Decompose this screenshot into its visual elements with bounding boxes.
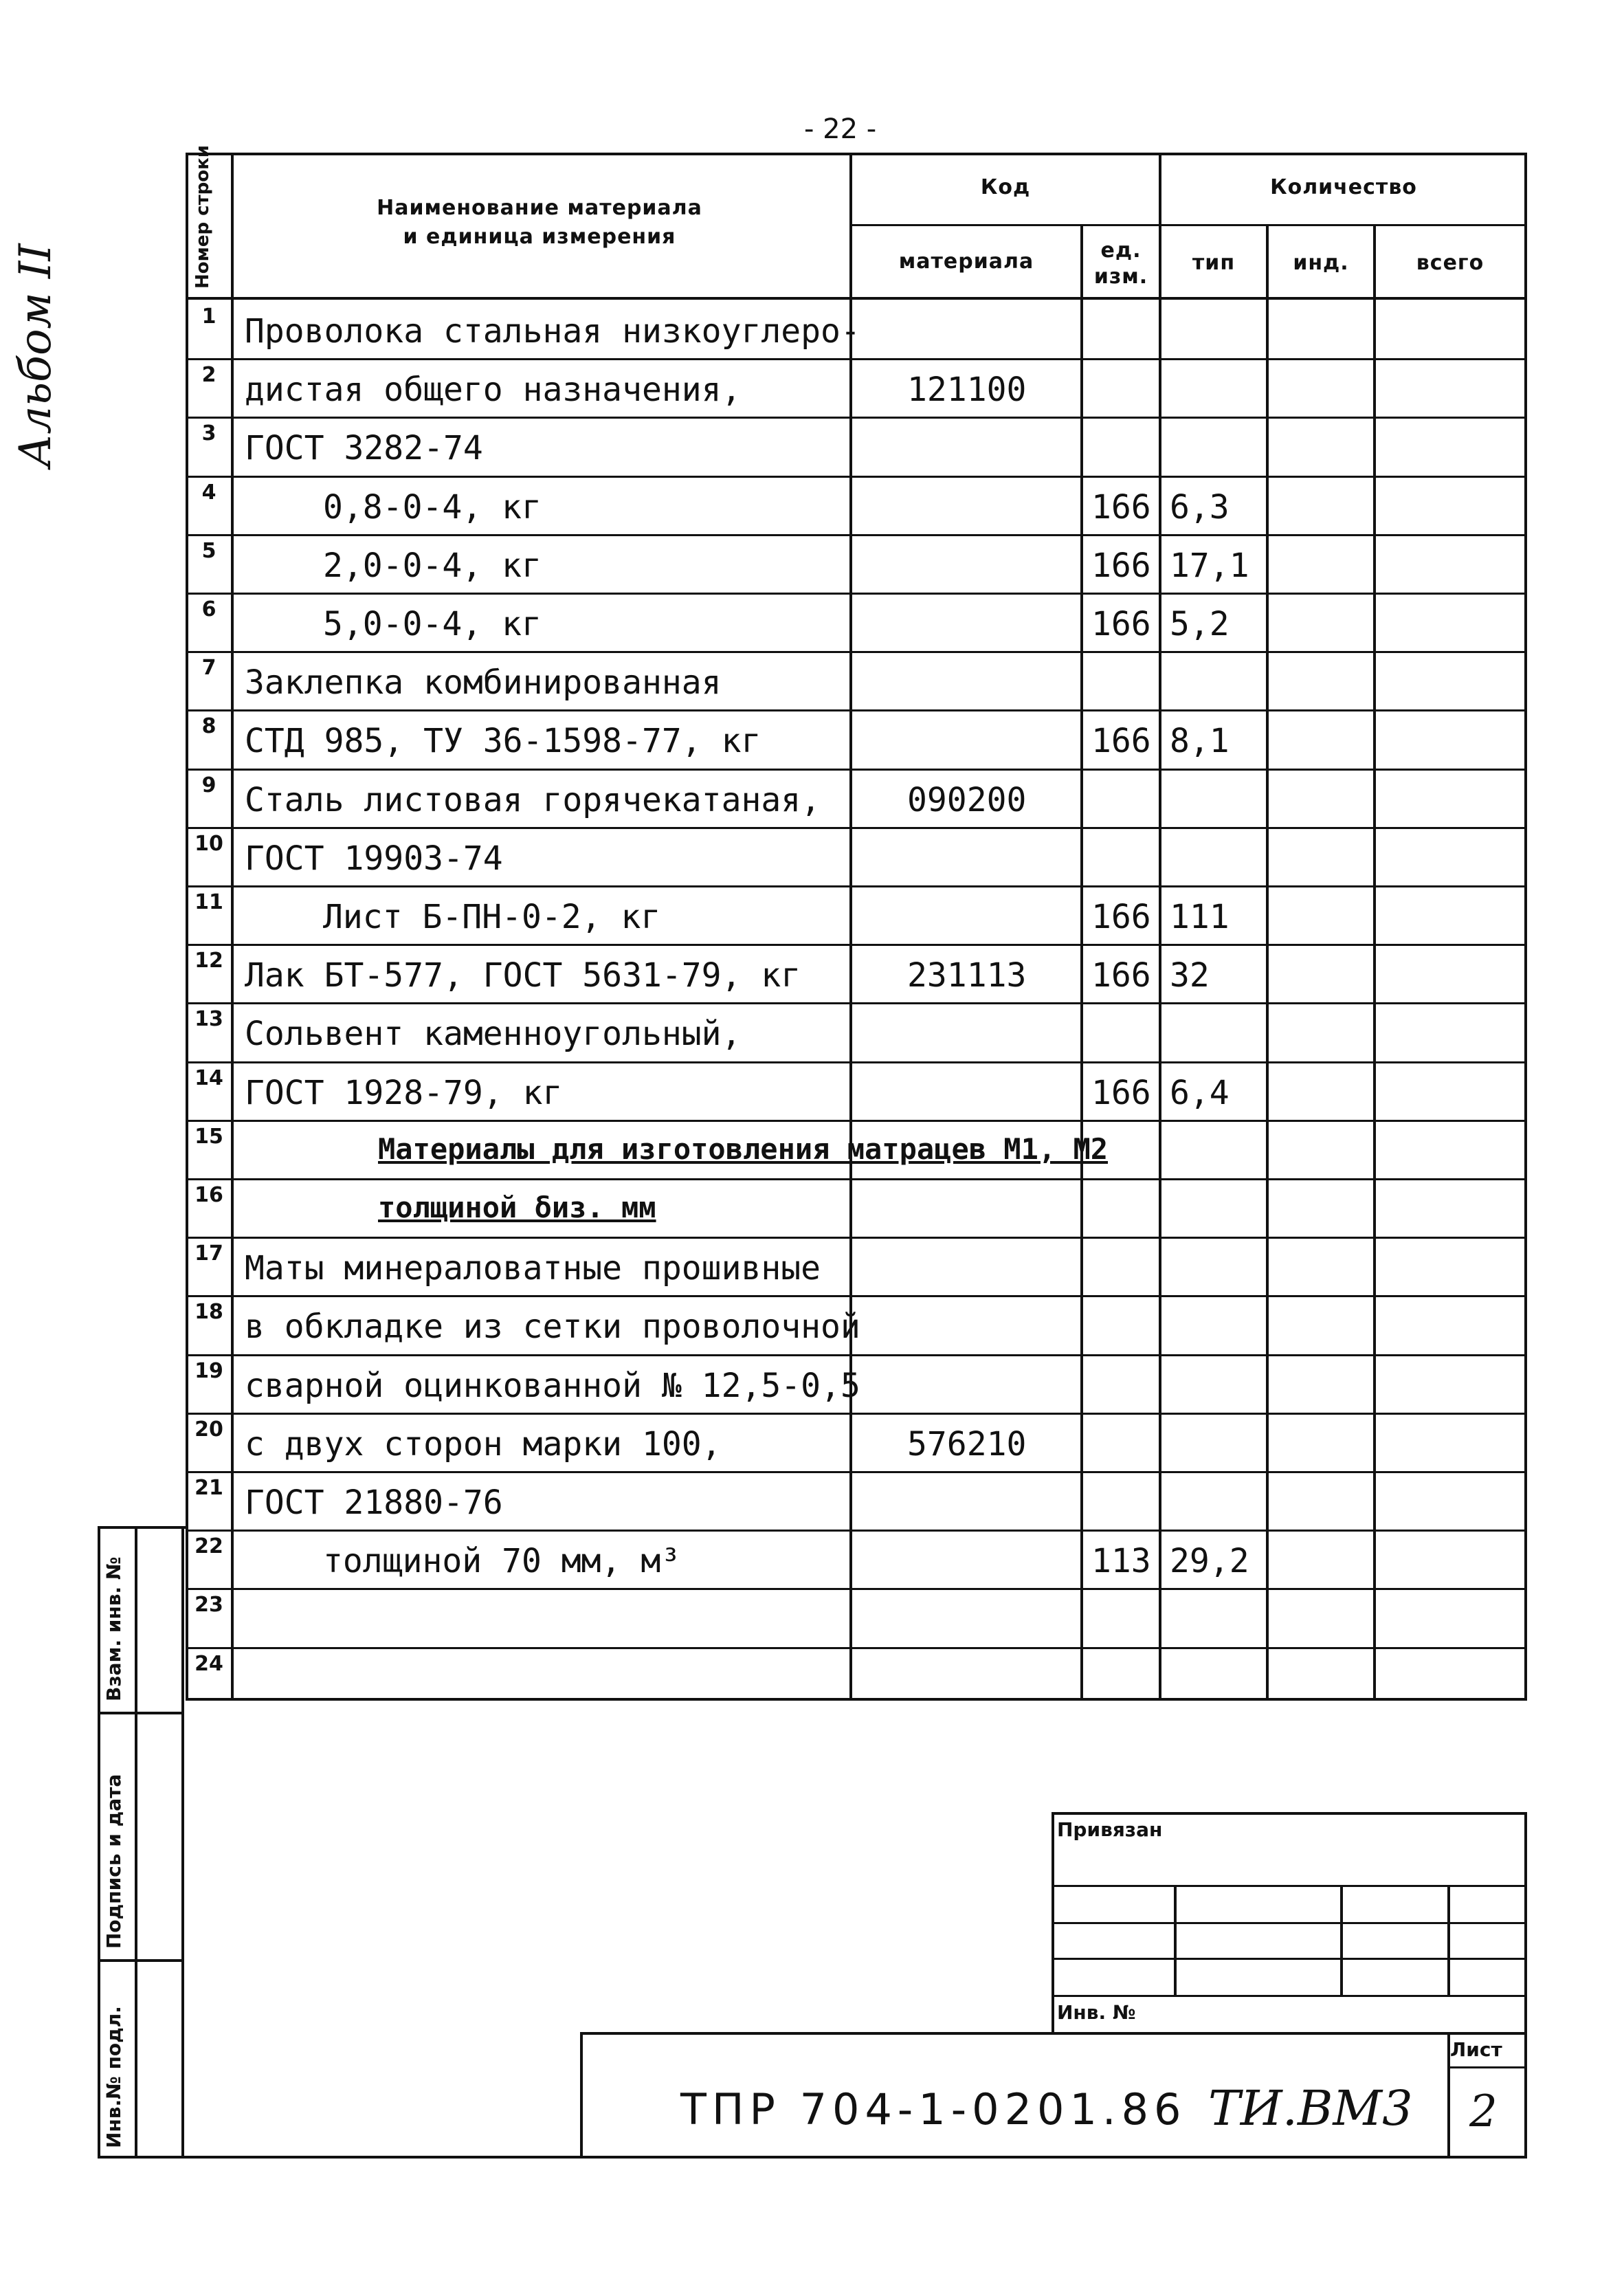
table-row (186, 1530, 1527, 1588)
row-number: 12 (194, 949, 223, 973)
row-number: 20 (194, 1417, 223, 1442)
table-row (186, 1647, 1527, 1706)
table-row (186, 1295, 1527, 1354)
row-material-code: 576210 (907, 1425, 1027, 1464)
row-number: 5 (201, 539, 216, 563)
row-name: в обкладке из сетки проволочной (245, 1307, 860, 1346)
row-name: дистая общего назначения, (245, 371, 742, 409)
row-name: Лак БТ-577, ГОСТ 5631-79, кг (245, 956, 801, 995)
header-code-material: материала (898, 250, 1034, 274)
row-number: 24 (194, 1652, 223, 1676)
row-number: 1 (201, 305, 216, 329)
row-unit-code: 113 (1091, 1542, 1151, 1580)
row-name: 5,0-0-4, кг (323, 605, 542, 643)
row-number: 6 (201, 597, 216, 621)
row-number: 7 (201, 656, 216, 680)
header-quantity: Количество (1270, 175, 1417, 199)
header-name-line1: Наименование материала (377, 196, 702, 220)
row-unit-code: 166 (1091, 898, 1151, 936)
row-qty-typ: 6,3 (1170, 488, 1230, 527)
row-name: Сольвент каменноугольный, (245, 1015, 742, 1053)
header-code: Код (980, 175, 1031, 199)
header-code-unit: ед. изм. (1093, 239, 1148, 289)
table-row (186, 1002, 1527, 1061)
row-name: Лист Б-ПН-0-2, кг (323, 898, 661, 936)
row-qty-typ: 111 (1170, 898, 1230, 936)
row-material-code: 090200 (907, 781, 1027, 819)
table-row (186, 1120, 1527, 1178)
side-inv-label: Инв.№ подл. (102, 2006, 125, 2148)
row-unit-code: 166 (1091, 956, 1151, 995)
table-row (186, 944, 1527, 1002)
row-material-code: 121100 (907, 371, 1027, 409)
inv-no-label: Инв. № (1057, 2001, 1136, 2024)
document-suffix: ТИ.ВМ3 (1208, 2080, 1413, 2137)
row-name: 2,0-0-4, кг (323, 547, 542, 585)
album-label: Альбом II (10, 243, 61, 467)
table-row (186, 593, 1527, 651)
row-number: 16 (194, 1183, 223, 1207)
table-row (186, 358, 1527, 417)
row-name: ГОСТ 3282-74 (245, 429, 483, 467)
page-number: - 22 - (804, 113, 877, 145)
row-name: толщиной δиз. мм (378, 1191, 656, 1224)
header-qty-ind: инд. (1293, 251, 1349, 275)
row-number: 19 (194, 1359, 223, 1383)
table-row (186, 476, 1527, 534)
table-row (186, 534, 1527, 593)
table-row (186, 1178, 1527, 1237)
table-row (186, 1588, 1527, 1646)
row-unit-code: 166 (1091, 547, 1151, 585)
row-name: СТД 985, ТУ 36-1598-77, кг (245, 722, 761, 760)
row-number: 22 (194, 1534, 223, 1558)
row-qty-typ: 6,4 (1170, 1074, 1230, 1112)
row-number: 15 (194, 1125, 223, 1149)
row-number: 10 (194, 832, 223, 856)
row-name: ГОСТ 19903-74 (245, 839, 503, 878)
document-code: ТПР 704-1-0201.86 (680, 2084, 1187, 2134)
row-unit-code: 166 (1091, 722, 1151, 760)
row-name: Материалы для изготовления матрацев М1, М2 (378, 1132, 1109, 1166)
row-material-code: 231113 (907, 956, 1027, 995)
row-number: 3 (201, 421, 216, 445)
row-number: 13 (194, 1007, 223, 1031)
header-name-line2: и единица измерения (403, 225, 676, 249)
row-name: Сталь листовая горячекатаная, (245, 781, 821, 819)
header-qty-total: всего (1416, 251, 1484, 275)
row-number: 9 (201, 773, 216, 797)
table-row (186, 709, 1527, 768)
privyazan-label: Привязан (1057, 1818, 1163, 1841)
table-row (186, 827, 1527, 885)
row-number: 17 (194, 1241, 223, 1266)
table-row (186, 1471, 1527, 1530)
row-name: ГОСТ 1928-79, кг (245, 1074, 563, 1112)
table-row (186, 1061, 1527, 1120)
row-qty-typ: 17,1 (1170, 547, 1249, 585)
row-number: 14 (194, 1066, 223, 1090)
table-row (186, 885, 1527, 944)
row-number: 18 (194, 1300, 223, 1324)
side-vzam-label: Взам. инв. № (102, 1556, 125, 1701)
table-row (186, 1237, 1527, 1295)
row-name: 0,8-0-4, кг (323, 488, 542, 527)
table-row (186, 651, 1527, 709)
row-qty-typ: 5,2 (1170, 605, 1230, 643)
table-row (186, 769, 1527, 827)
row-qty-typ: 8,1 (1170, 722, 1230, 760)
row-unit-code: 166 (1091, 488, 1151, 527)
sheet-label: Лист (1450, 2038, 1502, 2061)
table-row (186, 1413, 1527, 1471)
row-number: 23 (194, 1593, 223, 1617)
row-number: 21 (194, 1476, 223, 1500)
row-qty-typ: 32 (1170, 956, 1210, 995)
row-number: 2 (201, 363, 216, 387)
row-unit-code: 166 (1091, 1074, 1151, 1112)
header-row-number: Номер строки (192, 145, 213, 289)
row-qty-typ: 29,2 (1170, 1542, 1249, 1580)
table-row (186, 417, 1527, 475)
table-row (186, 1354, 1527, 1413)
row-name: с двух сторон марки 100, (245, 1425, 722, 1464)
row-number: 11 (194, 890, 223, 914)
side-signature-label: Подпись и дата (102, 1774, 125, 1949)
row-number: 4 (201, 481, 216, 505)
row-number: 8 (201, 714, 216, 738)
table-row (186, 300, 1527, 358)
row-name: сварной оцинкованной № 12,5-0,5 (245, 1367, 860, 1405)
row-name: Заклепка комбинированная (245, 663, 722, 702)
row-name: Проволока стальная низкоуглеро- (245, 312, 860, 351)
sheet-number: 2 (1469, 2086, 1498, 2137)
row-name: Маты минераловатные прошивные (245, 1249, 821, 1288)
row-name: толщиной 70 мм, м³ (323, 1542, 681, 1580)
row-name: ГОСТ 21880-76 (245, 1483, 503, 1522)
row-unit-code: 166 (1091, 605, 1151, 643)
header-qty-typ: тип (1192, 251, 1236, 275)
